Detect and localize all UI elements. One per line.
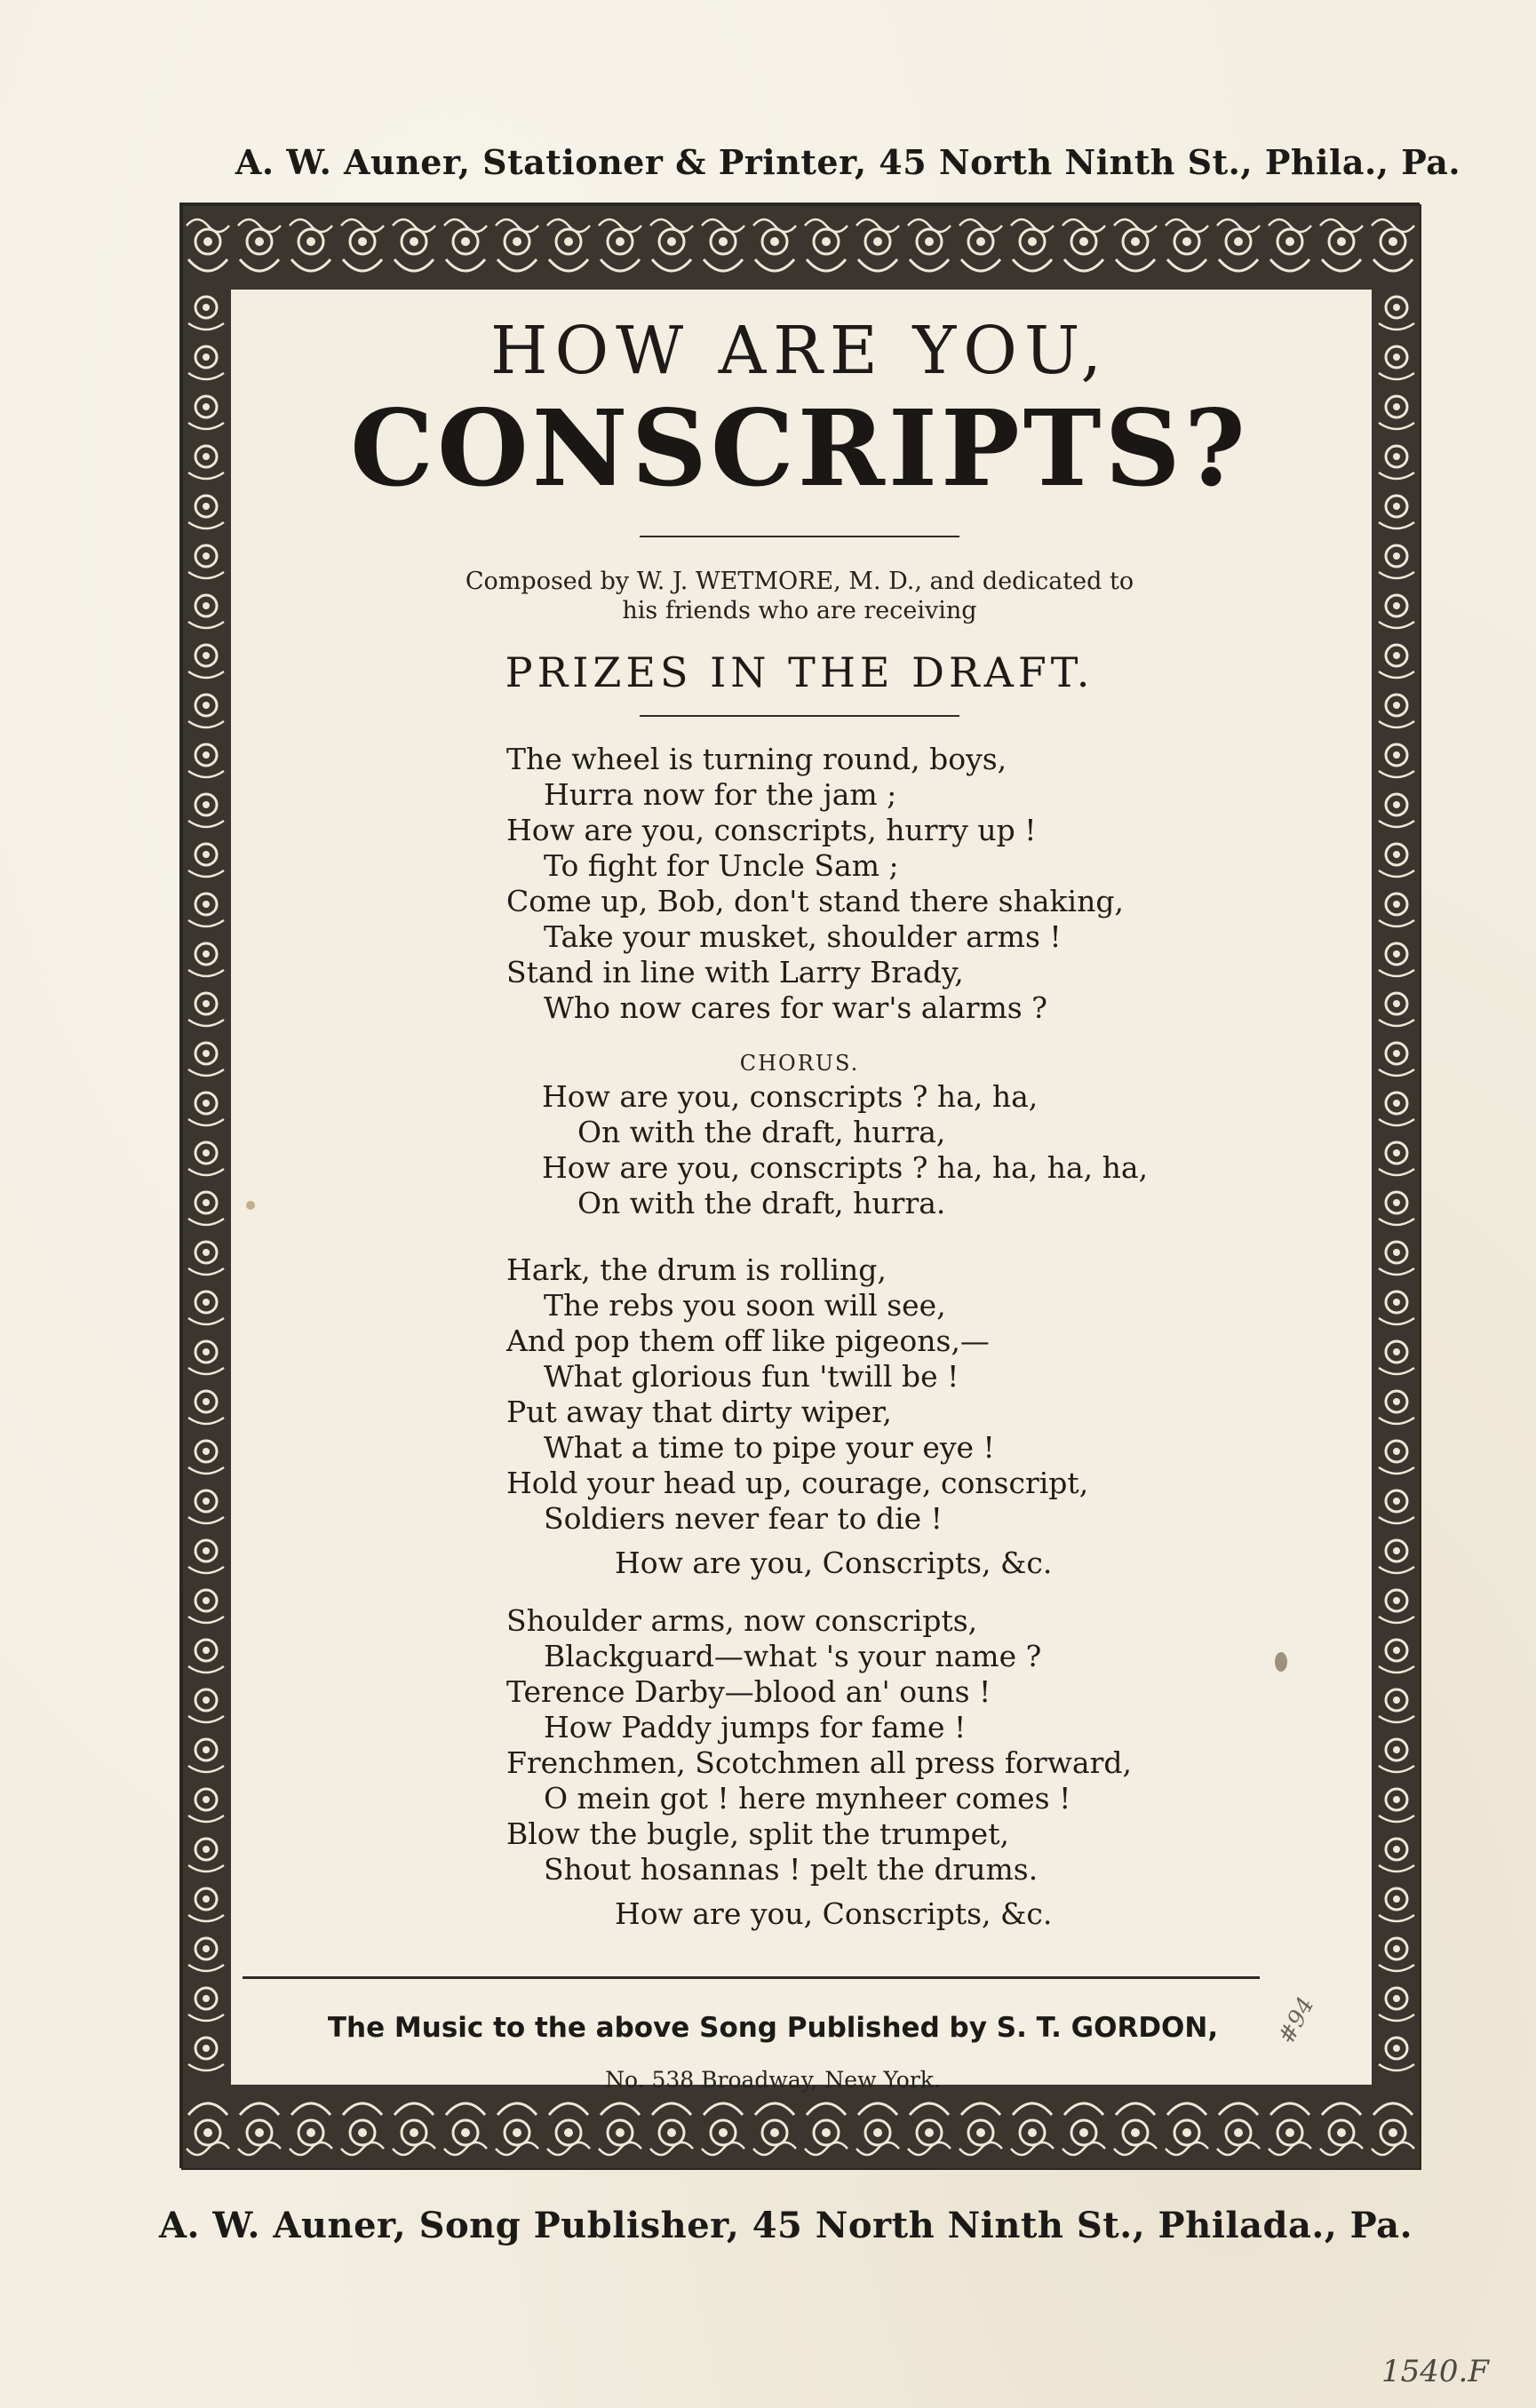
verse-1	[506, 742, 1124, 1026]
border-ornament	[1393, 354, 1400, 361]
border-ornament	[410, 2128, 418, 2137]
border-ornament	[1393, 1348, 1400, 1355]
border-ornament	[1393, 1149, 1400, 1156]
border-ornament	[255, 2128, 264, 2137]
border-ornament	[616, 237, 625, 246]
border-ornament	[306, 237, 315, 246]
title-line-2: CONSCRIPTS?	[350, 386, 1249, 510]
verse-line: The rebs you soon will see,	[544, 1288, 946, 1323]
border-ornament	[203, 851, 210, 858]
border-ornament	[976, 237, 985, 246]
border-ornament	[1182, 2128, 1191, 2137]
border-ornament	[203, 1746, 210, 1753]
border-ornament	[1393, 503, 1400, 510]
border-ornament	[1393, 1597, 1400, 1604]
border-ornament	[564, 237, 573, 246]
border-ornament	[203, 1149, 210, 1156]
verse-line: Shoulder arms, now conscripts,	[506, 1603, 978, 1638]
verse-line: And pop them off like pigeons,—	[506, 1323, 990, 1358]
footer-rule	[243, 1976, 1260, 1979]
border-ornament	[1393, 1199, 1400, 1206]
border-ornament	[770, 237, 779, 246]
border-ornament	[873, 237, 882, 246]
verse-line: How are you, conscripts, hurry up !	[506, 813, 1037, 847]
border-ornament	[873, 2128, 882, 2137]
border-ornament	[822, 237, 831, 246]
border-ornament	[719, 237, 728, 246]
border-ornament	[1393, 652, 1400, 659]
verse-2	[506, 1252, 1088, 1537]
border-ornament	[1393, 1050, 1400, 1057]
border-ornament	[1393, 403, 1400, 410]
chorus-line: On with the draft, hurra,	[577, 1115, 946, 1149]
border-ornament	[513, 237, 521, 246]
top-imprint: A. W. Auner, Stationer & Printer, 45 North Ninth St., Phila., Pa.	[235, 142, 1461, 182]
verse-line: Blow the bugle, split the trumpet,	[506, 1816, 1009, 1851]
verse-line: To fight for Uncle Sam ;	[544, 848, 899, 883]
border-ornament	[203, 552, 210, 560]
border-ornament	[203, 1796, 210, 1803]
border-ornament	[203, 403, 210, 410]
bottom-imprint: A. W. Auner, Song Publisher, 45 North Ninth St., Philada., Pa.	[158, 2205, 1413, 2246]
border-ornament	[976, 2128, 985, 2137]
border-ornament	[203, 1945, 210, 1952]
border-ornament	[203, 2128, 212, 2137]
border-ornament	[1079, 2128, 1088, 2137]
verse-line: What a time to pipe your eye !	[544, 1430, 995, 1465]
verse-line: O mein got ! here mynheer comes !	[544, 1781, 1071, 1816]
verse-line: The wheel is turning round, boys,	[506, 742, 1007, 776]
verse-line: Terence Darby—blood an' ouns !	[506, 1674, 991, 1709]
border-ornament	[925, 237, 934, 246]
verse-line: Shout hosannas ! pelt the drums.	[544, 1852, 1039, 1887]
border-ornament	[1393, 1398, 1400, 1405]
border-ornament	[1393, 453, 1400, 460]
verse-line: Blackguard—what 's your name ?	[544, 1639, 1042, 1673]
border-ornament	[203, 1498, 210, 1505]
chorus	[542, 1079, 1148, 1221]
title-line-1: HOW ARE YOU,	[489, 313, 1110, 389]
border-ornament	[1393, 702, 1400, 709]
border-ornament	[1393, 1647, 1400, 1654]
border-ornament	[306, 2128, 315, 2137]
verse-line: Frenchmen, Scotchmen all press forward,	[506, 1745, 1132, 1780]
border-ornament	[203, 1348, 210, 1355]
verse-line: Soldiers never fear to die !	[544, 1501, 943, 1536]
border-ornament	[1131, 2128, 1140, 2137]
border-ornament	[1393, 2045, 1400, 2052]
border-ornament	[203, 801, 210, 808]
border-ornament	[203, 2045, 210, 2052]
verse-line: Who now cares for war's alarms ?	[544, 990, 1047, 1025]
border-ornament	[203, 503, 210, 510]
border-ornament	[203, 1547, 210, 1554]
border-ornament	[1393, 1498, 1400, 1505]
verse-line: Come up, Bob, don't stand there shaking,	[506, 884, 1124, 918]
border-ornament	[1028, 237, 1037, 246]
border-ornament	[1285, 237, 1294, 246]
border-ornament	[203, 1299, 210, 1306]
border-ornament	[181, 204, 1421, 290]
border-ornament	[925, 2128, 934, 2137]
border-ornament	[203, 1249, 210, 1256]
handwritten-catalog-number: 1540.F	[1381, 2354, 1489, 2389]
border-ornament	[1393, 1448, 1400, 1455]
border-ornament	[564, 2128, 573, 2137]
border-ornament	[1393, 1697, 1400, 1704]
border-ornament	[1337, 237, 1346, 246]
border-ornament	[1131, 237, 1140, 246]
border-ornament	[1393, 801, 1400, 808]
border-ornament	[1285, 2128, 1294, 2137]
border-ornament	[255, 237, 264, 246]
border-ornament	[1393, 304, 1400, 311]
border-ornament	[770, 2128, 779, 2137]
verse-line: Stand in line with Larry Brady,	[506, 955, 964, 989]
border-ornament	[203, 1895, 210, 1903]
border-ornament	[1393, 1249, 1400, 1256]
border-ornament	[203, 1000, 210, 1007]
border-ornament	[1393, 901, 1400, 908]
border-ornament	[203, 652, 210, 659]
border-ornament	[203, 354, 210, 361]
border-ornament	[1393, 1547, 1400, 1554]
border-ornament	[1393, 1846, 1400, 1853]
border-ornament	[1393, 552, 1400, 560]
border-ornament	[1393, 851, 1400, 858]
chorus-line: How are you, conscripts ? ha, ha, ha, ha,	[542, 1150, 1149, 1185]
ink-stain	[1275, 1652, 1287, 1672]
verse-3	[506, 1603, 1132, 1887]
verse-line: Put away that dirty wiper,	[506, 1395, 892, 1429]
border-ornament	[203, 1398, 210, 1405]
border-ornament	[410, 237, 418, 246]
border-ornament	[203, 702, 210, 709]
subtitle-divider	[640, 715, 959, 717]
verse-line: Hark, the drum is rolling,	[506, 1252, 887, 1287]
broadside-content	[267, 293, 1333, 2096]
border-ornament	[1372, 204, 1421, 2170]
chorus-line: On with the draft, hurra.	[577, 1186, 946, 1220]
border-ornament	[1234, 237, 1243, 246]
chorus-line: How are you, conscripts ? ha, ha,	[542, 1079, 1039, 1114]
border-ornament	[181, 2085, 1421, 2170]
border-ornament	[203, 1050, 210, 1057]
handwritten-margin-note: #94	[1273, 1992, 1320, 2049]
border-ornament	[203, 901, 210, 908]
border-ornament	[1393, 1299, 1400, 1306]
border-ornament	[1182, 237, 1191, 246]
verse-line: What glorious fun 'twill be !	[544, 1359, 959, 1394]
border-ornament	[1393, 950, 1400, 958]
border-ornament	[1393, 1796, 1400, 1803]
border-ornament	[203, 950, 210, 958]
border-ornament	[358, 2128, 367, 2137]
border-ornament	[203, 1647, 210, 1654]
ink-stain	[246, 1201, 255, 1210]
chorus-label: CHORUS.	[739, 1051, 860, 1076]
border-ornament	[513, 2128, 521, 2137]
border-ornament	[1389, 237, 1397, 246]
verse-line: Hold your head up, courage, conscript,	[506, 1466, 1089, 1500]
border-ornament	[1393, 1746, 1400, 1753]
border-ornament	[203, 751, 210, 759]
border-ornament	[461, 2128, 470, 2137]
music-address: No. 538 Broadway, New York.	[605, 2067, 941, 2093]
border-ornament	[203, 1448, 210, 1455]
border-ornament	[203, 237, 212, 246]
border-ornament	[822, 2128, 831, 2137]
subtitle: PRIZES IN THE DRAFT.	[505, 648, 1094, 696]
border-ornament	[203, 453, 210, 460]
border-ornament	[1393, 751, 1400, 759]
border-ornament	[203, 1100, 210, 1107]
border-ornament	[203, 1995, 210, 2002]
refrain: How are you, Conscripts, &c.	[615, 1896, 1053, 1931]
border-ornament	[667, 2128, 676, 2137]
music-credit: The Music to the above Song Published by S. T. GORDON,	[327, 2012, 1219, 2044]
border-ornament	[1393, 1000, 1400, 1007]
verse-line: How Paddy jumps for fame !	[544, 1710, 967, 1744]
border-ornament	[203, 602, 210, 609]
border-ornament	[203, 1199, 210, 1206]
border-ornament	[1079, 237, 1088, 246]
border-ornament	[1393, 602, 1400, 609]
border-ornament	[667, 237, 676, 246]
border-ornament	[461, 237, 470, 246]
refrain: How are you, Conscripts, &c.	[615, 1546, 1053, 1580]
border-ornament	[719, 2128, 728, 2137]
border-ornament	[1393, 1895, 1400, 1903]
border-ornament	[181, 204, 231, 2170]
border-ornament	[1337, 2128, 1346, 2137]
border-ornament	[616, 2128, 625, 2137]
border-ornament	[203, 304, 210, 311]
verse-line: Take your musket, shoulder arms !	[544, 919, 1062, 954]
border-ornament	[203, 1846, 210, 1853]
title-divider	[640, 536, 959, 537]
dedication-text: Composed by W. J. WETMORE, M. D., and dedicated to his friends who are receiving	[465, 568, 1134, 624]
border-ornament	[358, 237, 367, 246]
border-ornament	[1028, 2128, 1037, 2137]
border-ornament	[203, 1697, 210, 1704]
border-ornament	[1234, 2128, 1243, 2137]
border-ornament	[1393, 1945, 1400, 1952]
border-ornament	[1389, 2128, 1397, 2137]
border-ornament	[203, 1597, 210, 1604]
verse-line: Hurra now for the jam ;	[544, 777, 897, 812]
border-ornament	[1393, 1995, 1400, 2002]
border-ornament	[1393, 1100, 1400, 1107]
dedication	[267, 567, 1333, 625]
